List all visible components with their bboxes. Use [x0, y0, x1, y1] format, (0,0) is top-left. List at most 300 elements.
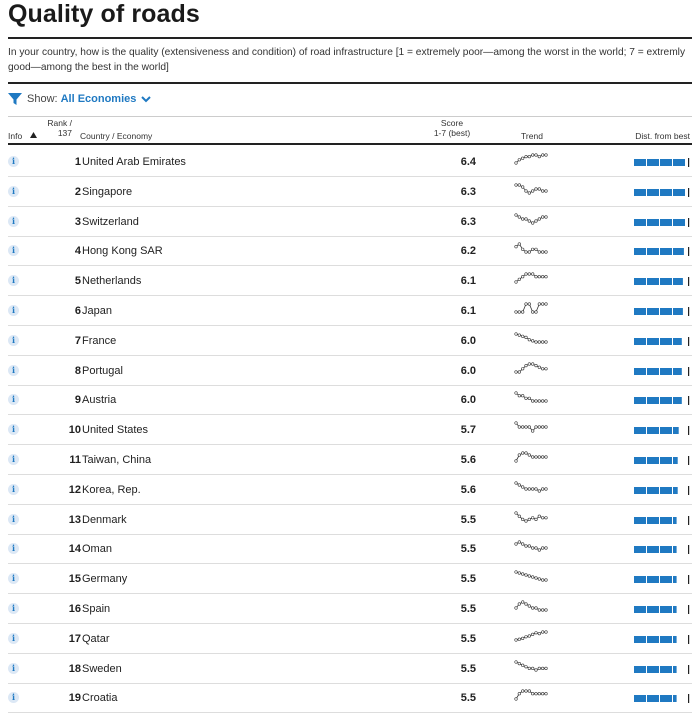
trend-point: [545, 400, 548, 403]
trend-point: [541, 367, 544, 370]
trend-point: [521, 543, 524, 546]
trend-point: [541, 693, 544, 696]
rank-cell: 6: [74, 305, 81, 317]
score-cell: 5.7: [460, 424, 476, 437]
best-marker: [688, 575, 689, 584]
dist-bar-segment: [634, 695, 646, 702]
country-cell[interactable]: Denmark: [82, 513, 127, 526]
trend-point: [545, 630, 548, 633]
table-row[interactable]: [8, 533, 692, 564]
trend-point: [528, 303, 531, 306]
rank-cell: 8: [74, 364, 81, 377]
dist-bar-segment: [647, 457, 659, 464]
trend-point: [538, 456, 541, 459]
filter-divider: [8, 116, 692, 117]
dist-bar-segment: [634, 397, 646, 404]
country-cell[interactable]: Taiwan, China: [82, 454, 152, 466]
dist-bar-segment: [647, 248, 659, 255]
trend-sparkline: [514, 511, 548, 523]
trend-point: [538, 693, 541, 696]
trend-point: [521, 426, 524, 429]
trend-point: [545, 367, 548, 370]
trend-point: [541, 154, 544, 157]
dist-bar-segment: [660, 397, 672, 404]
trend-point: [531, 273, 534, 276]
dist-bar-segment: [660, 666, 672, 673]
dist-bar-segment: [634, 666, 646, 673]
dist-bar-segment: [647, 576, 659, 583]
trend-point: [545, 276, 548, 279]
dist-bar-segment: [634, 308, 646, 315]
rank-cell: 3: [74, 215, 81, 228]
dist-bar-segment: [634, 636, 646, 643]
trend-point: [541, 630, 544, 633]
question-divider: [8, 82, 692, 84]
trend-point: [545, 579, 548, 582]
trend-point: [538, 303, 541, 306]
score-cell: 5.5: [460, 543, 476, 556]
score-column-header[interactable]: [420, 118, 484, 138]
dist-from-best-bar: [634, 575, 690, 584]
trend-point: [535, 693, 538, 696]
trend-point: [535, 340, 538, 343]
trend-line: [516, 304, 546, 312]
table-row[interactable]: [8, 295, 692, 326]
dist-bar-segment: [673, 248, 684, 255]
country-column-header[interactable]: Country / Economy: [80, 131, 153, 141]
trend-point: [538, 632, 541, 635]
country-cell[interactable]: Austria: [82, 394, 117, 407]
trend-point: [528, 251, 531, 254]
dist-bar-segment: [634, 159, 646, 166]
trend-point: [535, 276, 538, 279]
trend-point: [525, 273, 528, 276]
trend-point: [541, 303, 544, 306]
trend-point: [525, 364, 528, 367]
dist-bar-segment: [660, 338, 672, 345]
dist-bar-segment: [660, 427, 672, 434]
dist-bar-segment: [660, 487, 672, 494]
dist-from-best-bar: [634, 307, 690, 316]
dist-bar-segment: [660, 308, 672, 315]
table-row[interactable]: [8, 146, 692, 177]
info-icon[interactable]: [8, 216, 19, 227]
trend-point: [518, 662, 521, 665]
trend-point: [521, 248, 524, 251]
trend-point: [545, 487, 548, 490]
trend-point: [541, 667, 544, 670]
trend-point: [541, 579, 544, 582]
trend-point: [518, 334, 521, 337]
rank-cell: 7: [74, 334, 81, 347]
trend-sparkline: [514, 153, 548, 165]
score-cell: 5.5: [460, 632, 476, 645]
best-marker: [688, 158, 689, 167]
table-row[interactable]: [8, 474, 692, 505]
trend-point: [528, 155, 531, 158]
dist-bar-segment: [634, 189, 646, 196]
dist-bar-segment: [634, 278, 646, 285]
table-row[interactable]: [8, 265, 692, 296]
trend-point: [545, 609, 548, 612]
header-divider: [8, 143, 692, 145]
trend-point: [545, 456, 548, 459]
best-marker: [688, 426, 689, 435]
dist-bar-segment: [647, 338, 659, 345]
trend-sparkline: [514, 481, 548, 493]
trend-point: [545, 251, 548, 254]
trend-point: [528, 219, 531, 222]
dist-bar-segment: [660, 248, 672, 255]
rank-cell: 19: [68, 692, 81, 705]
info-icon[interactable]: [8, 186, 19, 197]
trend-point: [521, 185, 524, 188]
dist-bar-segment: [673, 338, 682, 345]
trend-point: [521, 485, 524, 488]
trend-point: [535, 400, 538, 403]
trend-column-header: Trend: [521, 131, 543, 141]
trend-point: [535, 547, 538, 550]
show-label: Show:: [27, 93, 58, 105]
country-cell[interactable]: Singapore: [82, 185, 133, 198]
trend-point: [531, 339, 534, 342]
trend-point: [521, 663, 524, 666]
trend-point: [518, 572, 521, 575]
chevron-down-icon[interactable]: [140, 93, 152, 105]
trend-point: [545, 693, 548, 696]
dist-bar-segment: [647, 159, 659, 166]
trend-point: [535, 631, 538, 634]
dist-bar-segment: [673, 189, 685, 196]
country-cell[interactable]: Croatia: [82, 692, 118, 705]
trend-sparkline: [514, 362, 548, 374]
table-row[interactable]: [8, 325, 692, 356]
trend-line: [516, 691, 546, 699]
trend-point: [541, 456, 544, 459]
trend-point: [518, 638, 521, 641]
trend-point: [525, 189, 528, 192]
dist-bar-segment: [673, 159, 685, 166]
trend-point: [535, 364, 538, 367]
trend-point: [528, 634, 531, 637]
trend-point: [545, 303, 548, 306]
table-row[interactable]: [8, 384, 692, 415]
trend-sparkline: [514, 630, 548, 642]
trend-point: [518, 693, 521, 696]
funnel-icon: [8, 92, 22, 106]
best-marker: [688, 277, 689, 286]
trend-point: [528, 545, 531, 548]
trend-point: [535, 154, 538, 157]
trend-point: [521, 367, 524, 370]
trend-point: [525, 545, 528, 548]
rank-cell: 16: [68, 603, 81, 615]
info-icon[interactable]: [8, 633, 19, 644]
trend-point: [541, 547, 544, 550]
table-row[interactable]: [8, 504, 692, 535]
trend-point: [521, 690, 524, 693]
trend-point: [521, 601, 524, 604]
trend-point: [541, 516, 544, 519]
score-cell: 6.3: [460, 215, 476, 228]
country-cell[interactable]: Sweden: [82, 662, 122, 675]
dist-bar-segment: [673, 368, 682, 375]
trend-sparkline: [514, 272, 548, 284]
country-cell[interactable]: United States: [82, 424, 149, 437]
trend-point: [525, 665, 528, 668]
trend-point: [538, 276, 541, 279]
trend-point: [541, 609, 544, 612]
score-header-range: 1-7 (best): [433, 128, 471, 138]
trend-point: [521, 637, 524, 640]
trend-point: [515, 511, 518, 514]
dist-from-best-bar: [634, 635, 690, 644]
trend-point: [518, 426, 521, 429]
trend-sparkline: [514, 302, 548, 314]
indicator-question: In your country, how is the quality (extensiveness and condition) of road infrastructure [1 = extremely poor—among the worst in the world; 7 = extremly good—among the best in the world]: [8, 47, 686, 73]
dist-bar-segment: [673, 576, 677, 583]
dist-bar-segment: [660, 278, 672, 285]
best-marker: [688, 337, 689, 346]
trend-point: [538, 340, 541, 343]
rank-cell: 1: [74, 156, 81, 168]
trend-point: [535, 248, 538, 251]
trend-point: [525, 519, 528, 522]
trend-point: [521, 573, 524, 576]
trend-point: [521, 311, 524, 314]
country-cell[interactable]: Japan: [82, 305, 112, 317]
trend-point: [525, 336, 528, 339]
trend-point: [538, 667, 541, 670]
trend-point: [541, 426, 544, 429]
trend-point: [515, 392, 518, 395]
trend-point: [518, 243, 521, 246]
dist-bar-segment: [673, 666, 677, 673]
dist-bar-segment: [634, 427, 646, 434]
dist-bar-segment: [647, 427, 659, 434]
trend-sparkline: [514, 242, 548, 254]
score-cell: 5.6: [460, 454, 476, 466]
table-row[interactable]: [8, 563, 692, 594]
dist-bar-segment: [673, 636, 677, 643]
table-row[interactable]: [8, 355, 692, 386]
trend-sparkline: [514, 391, 548, 403]
country-cell[interactable]: Hong Kong SAR: [82, 245, 163, 258]
info-icon[interactable]: [8, 305, 19, 316]
trend-point: [535, 518, 538, 521]
trend-sparkline: [514, 451, 548, 463]
dist-from-best-bar: [634, 694, 690, 703]
trend-point: [525, 251, 528, 254]
dist-from-best-bar: [634, 218, 690, 227]
dist-bar-segment: [634, 606, 646, 613]
info-icon[interactable]: [8, 692, 19, 703]
trend-sparkline: [514, 332, 548, 344]
best-marker: [688, 247, 689, 256]
dist-from-best-bar: [634, 277, 690, 286]
trend-point: [515, 571, 518, 574]
trend-point: [545, 426, 548, 429]
dist-bar-segment: [660, 219, 672, 226]
table-row[interactable]: [8, 235, 692, 266]
dist-bar-segment: [660, 576, 672, 583]
trend-point: [518, 278, 521, 281]
info-icon[interactable]: [8, 514, 19, 525]
trend-point: [521, 395, 524, 398]
info-icon[interactable]: [8, 454, 19, 465]
score-cell: 6.0: [460, 334, 476, 347]
title-divider: [8, 37, 692, 39]
trend-point: [531, 430, 534, 433]
trend-point: [515, 638, 518, 641]
info-icon[interactable]: [8, 156, 19, 167]
info-icon[interactable]: [8, 424, 19, 435]
country-cell[interactable]: Qatar: [82, 632, 110, 645]
rank-column-header[interactable]: [42, 118, 72, 138]
country-cell[interactable]: United Arab Emirates: [82, 156, 186, 168]
dist-from-best-bar: [634, 665, 690, 674]
rank-header-total: 137: [57, 128, 72, 138]
info-icon[interactable]: [8, 365, 19, 376]
info-icon[interactable]: [8, 275, 19, 286]
dist-bar-segment: [660, 517, 672, 524]
trend-point: [535, 219, 538, 222]
score-cell: 6.4: [460, 156, 476, 168]
trend-point: [535, 187, 538, 190]
dist-bar-segment: [660, 159, 672, 166]
trend-line: [516, 244, 546, 252]
trend-point: [525, 690, 528, 693]
trend-point: [535, 577, 538, 580]
country-cell[interactable]: Korea, Rep.: [82, 483, 141, 496]
economy-filter-select[interactable]: All Economies: [60, 93, 137, 105]
dist-bar-segment: [634, 219, 646, 226]
score-cell: 5.5: [460, 692, 476, 705]
table-row[interactable]: [8, 593, 692, 624]
trend-line: [516, 274, 546, 282]
score-cell: 6.0: [460, 394, 476, 407]
info-icon[interactable]: [8, 394, 19, 405]
rank-cell: 11: [69, 454, 81, 466]
trend-point: [538, 251, 541, 254]
trend-sparkline: [514, 570, 548, 582]
trend-point: [541, 189, 544, 192]
trend-point: [518, 370, 521, 373]
trend-point: [521, 452, 524, 455]
dist-bar-segment: [660, 695, 672, 702]
info-icon[interactable]: [8, 245, 19, 256]
trend-point: [528, 667, 531, 670]
trend-point: [538, 155, 541, 158]
trend-point: [521, 157, 524, 160]
trend-point: [525, 603, 528, 606]
dist-bar-segment: [673, 427, 679, 434]
info-icon[interactable]: [8, 484, 19, 495]
trend-point: [525, 635, 528, 638]
table-row[interactable]: [8, 206, 692, 237]
trend-sparkline: [514, 600, 548, 612]
trend-point: [538, 400, 541, 403]
triangle-up-icon[interactable]: [30, 132, 37, 138]
show-filter[interactable]: [8, 91, 152, 107]
dist-from-best-bar: [634, 516, 690, 525]
score-cell: 5.5: [460, 573, 476, 586]
trend-point: [545, 154, 548, 157]
dist-bar-segment: [647, 368, 659, 375]
trend-point: [525, 574, 528, 577]
trend-point: [515, 422, 518, 425]
trend-point: [535, 668, 538, 671]
country-cell[interactable]: Netherlands: [82, 275, 142, 288]
trend-point: [535, 487, 538, 490]
table-row[interactable]: [8, 444, 692, 475]
table-row[interactable]: [8, 176, 692, 207]
trend-point: [538, 578, 541, 581]
dist-bar-segment: [647, 636, 659, 643]
country-cell[interactable]: Germany: [82, 573, 128, 586]
info-icon[interactable]: [8, 335, 19, 346]
dist-bar-segment: [673, 606, 677, 613]
dist-bar-segment: [660, 636, 672, 643]
best-marker: [688, 605, 689, 614]
trend-point: [545, 516, 548, 519]
info-icon[interactable]: [8, 603, 19, 614]
country-cell[interactable]: Switzerland: [82, 215, 139, 228]
dist-from-best-bar: [634, 247, 690, 256]
info-icon[interactable]: [8, 543, 19, 554]
best-marker: [688, 307, 689, 316]
trend-sparkline: [514, 421, 548, 433]
page-title: Quality of roads: [8, 0, 200, 28]
trend-point: [528, 191, 531, 194]
trend-point: [535, 456, 538, 459]
rank-cell: 2: [74, 185, 81, 198]
trend-point: [531, 154, 534, 157]
trend-point: [541, 340, 544, 343]
score-cell: 6.1: [460, 305, 476, 317]
trend-point: [528, 454, 531, 457]
country-cell[interactable]: France: [82, 334, 117, 347]
rank-cell: 5: [74, 275, 81, 288]
table-row[interactable]: [8, 623, 692, 654]
country-cell[interactable]: Spain: [82, 603, 111, 615]
rank-cell: 10: [68, 424, 81, 437]
trend-point: [545, 340, 548, 343]
trend-point: [515, 660, 518, 663]
trend-point: [531, 456, 534, 459]
dist-bar-segment: [647, 189, 659, 196]
trend-point: [528, 690, 531, 693]
trend-point: [531, 248, 534, 251]
trend-point: [541, 251, 544, 254]
table-row[interactable]: [8, 414, 692, 445]
dist-bar-segment: [673, 517, 677, 524]
dist-bar-segment: [647, 278, 659, 285]
info-icon[interactable]: [8, 663, 19, 674]
dist-bar-segment: [673, 487, 678, 494]
trend-point: [518, 603, 521, 606]
dist-bar-segment: [673, 278, 683, 285]
table-row[interactable]: [8, 653, 692, 684]
country-cell[interactable]: Oman: [82, 543, 112, 556]
trend-point: [531, 221, 534, 224]
trend-point: [525, 217, 528, 220]
country-cell[interactable]: Portugal: [82, 364, 123, 377]
table-row[interactable]: [8, 682, 692, 713]
rank-cell: 17: [68, 632, 81, 645]
info-icon[interactable]: [8, 573, 19, 584]
trend-point: [521, 217, 524, 220]
